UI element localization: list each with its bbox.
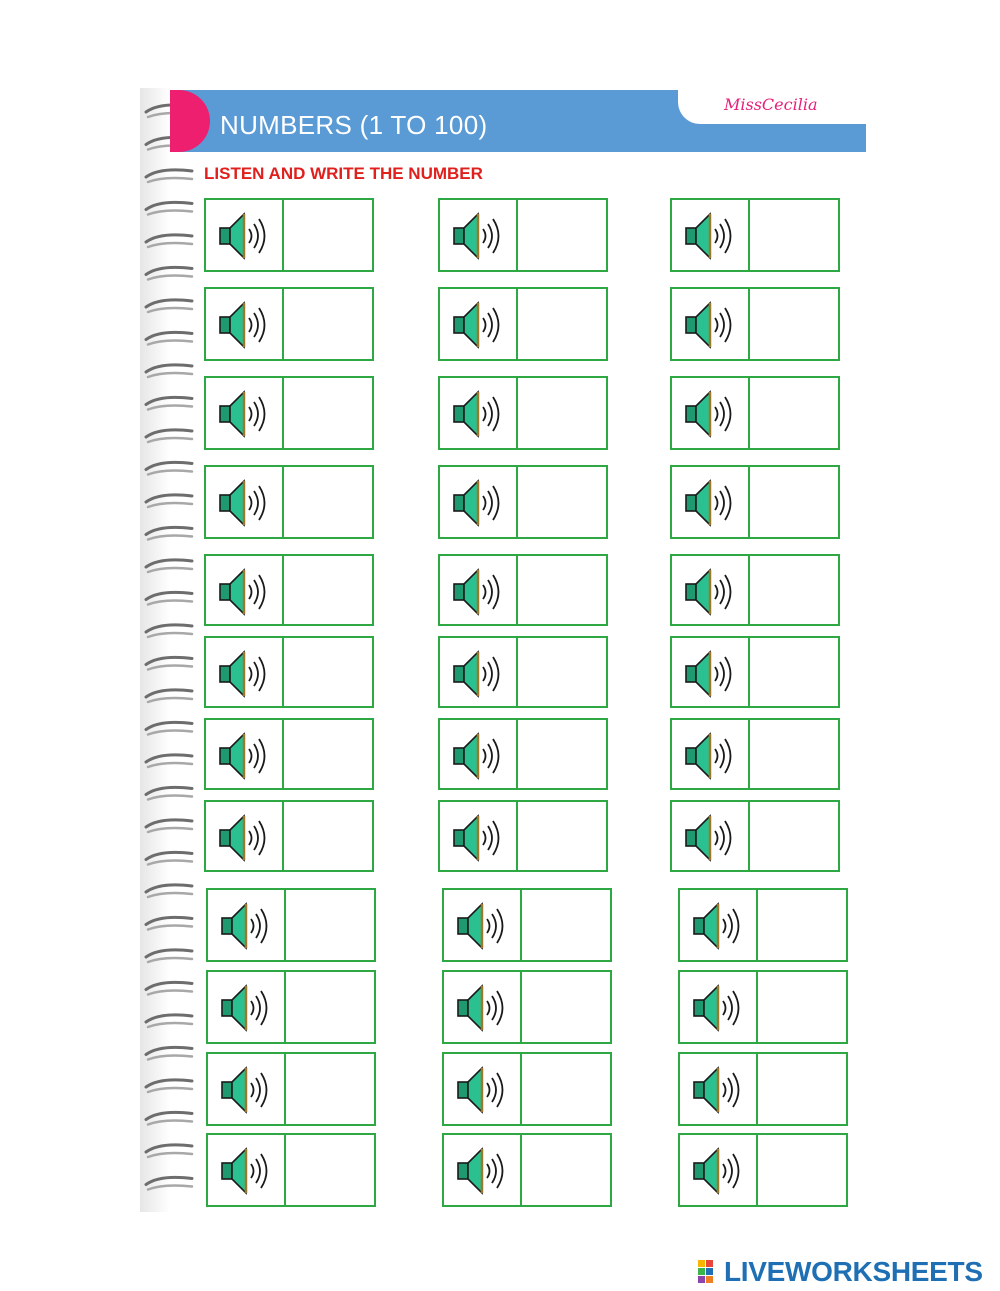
- answer-item: [442, 1133, 612, 1207]
- play-audio-button[interactable]: [444, 1054, 522, 1124]
- number-answer-input[interactable]: [520, 722, 604, 786]
- play-audio-button[interactable]: [680, 1135, 758, 1205]
- number-answer-input[interactable]: [286, 558, 370, 622]
- play-audio-button[interactable]: [672, 289, 750, 359]
- answer-item: [204, 287, 374, 361]
- number-answer-input[interactable]: [524, 1056, 608, 1122]
- speaker-icon: [452, 897, 512, 955]
- number-answer-input[interactable]: [520, 469, 604, 535]
- play-audio-button[interactable]: [208, 890, 286, 960]
- play-audio-button[interactable]: [206, 638, 284, 706]
- spiral-ring: [146, 365, 192, 377]
- spiral-ring: [146, 527, 192, 539]
- spiral-ring: [146, 430, 192, 442]
- spiral-ring: [146, 625, 192, 637]
- speaker-icon: [216, 1142, 276, 1200]
- number-answer-input[interactable]: [520, 291, 604, 357]
- speaker-icon: [688, 1142, 748, 1200]
- answer-item: [670, 376, 840, 450]
- answer-item: [438, 718, 608, 790]
- speaker-icon: [680, 296, 740, 354]
- play-audio-button[interactable]: [206, 802, 284, 870]
- play-audio-button[interactable]: [206, 289, 284, 359]
- speaker-icon: [688, 897, 748, 955]
- liveworksheets-logo-icon: [698, 1260, 722, 1284]
- speaker-icon: [452, 1142, 512, 1200]
- spiral-ring: [146, 462, 192, 474]
- spiral-ring: [146, 202, 192, 214]
- speaker-icon: [448, 385, 508, 443]
- answer-item: [442, 1052, 612, 1126]
- answer-item: [206, 1052, 376, 1126]
- answer-item: [206, 888, 376, 962]
- number-answer-input[interactable]: [752, 640, 836, 704]
- play-audio-button[interactable]: [440, 289, 518, 359]
- logo-text: LIVEWORKSHEETS: [724, 1256, 983, 1287]
- number-answer-input[interactable]: [760, 892, 844, 958]
- play-audio-button[interactable]: [206, 378, 284, 448]
- number-answer-input[interactable]: [752, 202, 836, 268]
- speaker-icon: [452, 1061, 512, 1119]
- number-answer-input[interactable]: [286, 202, 370, 268]
- speaker-icon: [448, 474, 508, 532]
- number-answer-input[interactable]: [286, 380, 370, 446]
- speaker-icon: [680, 385, 740, 443]
- number-answer-input[interactable]: [520, 558, 604, 622]
- speaker-icon: [448, 296, 508, 354]
- number-answer-input[interactable]: [524, 892, 608, 958]
- spiral-ring: [146, 170, 192, 182]
- spiral-ring: [146, 787, 192, 799]
- play-audio-button[interactable]: [440, 802, 518, 870]
- answer-item: [678, 1052, 848, 1126]
- answer-item: [442, 888, 612, 962]
- speaker-icon: [448, 207, 508, 265]
- answer-item: [438, 800, 608, 872]
- play-audio-button[interactable]: [440, 638, 518, 706]
- answer-item: [204, 718, 374, 790]
- answer-item: [670, 554, 840, 626]
- spiral-ring: [146, 885, 192, 897]
- play-audio-button[interactable]: [208, 1054, 286, 1124]
- spiral-ring: [146, 690, 192, 702]
- play-audio-button[interactable]: [206, 720, 284, 788]
- number-answer-input[interactable]: [760, 974, 844, 1040]
- spiral-ring: [146, 950, 192, 962]
- play-audio-button[interactable]: [440, 378, 518, 448]
- speaker-icon: [214, 385, 274, 443]
- number-answer-input[interactable]: [288, 1056, 372, 1122]
- play-audio-button[interactable]: [672, 556, 750, 624]
- number-answer-input[interactable]: [752, 469, 836, 535]
- spiral-ring: [146, 300, 192, 312]
- play-audio-button[interactable]: [208, 1135, 286, 1205]
- play-audio-button[interactable]: [672, 378, 750, 448]
- spiral-ring: [146, 1112, 192, 1124]
- number-answer-input[interactable]: [752, 722, 836, 786]
- number-answer-input[interactable]: [752, 380, 836, 446]
- play-audio-button[interactable]: [672, 638, 750, 706]
- number-answer-input[interactable]: [520, 202, 604, 268]
- answer-item: [204, 554, 374, 626]
- speaker-icon: [680, 474, 740, 532]
- play-audio-button[interactable]: [444, 972, 522, 1042]
- answer-item: [204, 198, 374, 272]
- answer-item: [670, 465, 840, 539]
- spiral-ring: [146, 1015, 192, 1027]
- play-audio-button[interactable]: [672, 802, 750, 870]
- spiral-ring: [146, 495, 192, 507]
- answer-item: [438, 465, 608, 539]
- answer-item: [670, 287, 840, 361]
- play-audio-button[interactable]: [206, 556, 284, 624]
- speaker-icon: [688, 1061, 748, 1119]
- play-audio-button[interactable]: [444, 890, 522, 960]
- spiral-ring: [146, 1047, 192, 1059]
- speaker-icon: [448, 563, 508, 621]
- play-audio-button[interactable]: [672, 467, 750, 537]
- answer-item: [204, 376, 374, 450]
- number-answer-input[interactable]: [752, 558, 836, 622]
- spiral-ring: [146, 592, 192, 604]
- answer-item: [670, 198, 840, 272]
- play-audio-button[interactable]: [680, 890, 758, 960]
- answer-item: [438, 636, 608, 708]
- speaker-icon: [680, 727, 740, 785]
- spiral-ring: [146, 235, 192, 247]
- number-answer-input[interactable]: [520, 640, 604, 704]
- play-audio-button[interactable]: [680, 972, 758, 1042]
- play-audio-button[interactable]: [440, 200, 518, 270]
- answer-item: [438, 198, 608, 272]
- answer-item: [670, 636, 840, 708]
- speaker-icon: [214, 207, 274, 265]
- page-title: NUMBERS (1 TO 100): [220, 110, 488, 140]
- play-audio-button[interactable]: [440, 467, 518, 537]
- speaker-icon: [214, 296, 274, 354]
- speaker-icon: [452, 979, 512, 1037]
- spiral-ring: [146, 267, 192, 279]
- speaker-icon: [216, 1061, 276, 1119]
- speaker-icon: [448, 809, 508, 867]
- answer-item: [206, 1133, 376, 1207]
- number-answer-input[interactable]: [524, 1137, 608, 1203]
- speaker-icon: [216, 979, 276, 1037]
- answer-item: [678, 1133, 848, 1207]
- speaker-icon: [448, 727, 508, 785]
- answer-item: [204, 800, 374, 872]
- number-answer-input[interactable]: [288, 974, 372, 1040]
- spiral-ring: [146, 1145, 192, 1157]
- play-audio-button[interactable]: [444, 1135, 522, 1205]
- speaker-icon: [680, 207, 740, 265]
- play-audio-button[interactable]: [206, 200, 284, 270]
- answer-item: [670, 800, 840, 872]
- play-audio-button[interactable]: [672, 720, 750, 788]
- answer-item: [438, 376, 608, 450]
- spiral-ring: [146, 332, 192, 344]
- speaker-icon: [680, 645, 740, 703]
- brand-signature: MissCecilia: [724, 95, 818, 114]
- answer-item: [204, 636, 374, 708]
- spiral-ring: [146, 852, 192, 864]
- speaker-icon: [680, 563, 740, 621]
- number-answer-input[interactable]: [286, 804, 370, 868]
- speaker-icon: [214, 727, 274, 785]
- spiral-ring: [146, 722, 192, 734]
- spiral-ring: [146, 982, 192, 994]
- speaker-icon: [448, 645, 508, 703]
- number-answer-input[interactable]: [752, 291, 836, 357]
- answer-item: [678, 888, 848, 962]
- spiral-ring: [146, 1080, 192, 1092]
- speaker-icon: [214, 474, 274, 532]
- speaker-icon: [214, 809, 274, 867]
- spiral-ring: [146, 397, 192, 409]
- speaker-icon: [214, 645, 274, 703]
- play-audio-button[interactable]: [672, 200, 750, 270]
- play-audio-button[interactable]: [440, 720, 518, 788]
- number-answer-input[interactable]: [752, 804, 836, 868]
- answer-item: [438, 287, 608, 361]
- spiral-ring: [146, 820, 192, 832]
- play-audio-button[interactable]: [440, 556, 518, 624]
- play-audio-button[interactable]: [680, 1054, 758, 1124]
- answer-item: [438, 554, 608, 626]
- spiral-ring: [146, 657, 192, 669]
- speaker-icon: [214, 563, 274, 621]
- number-answer-input[interactable]: [760, 1137, 844, 1203]
- answer-item: [670, 718, 840, 790]
- speaker-icon: [688, 979, 748, 1037]
- play-audio-button[interactable]: [208, 972, 286, 1042]
- answer-item: [204, 465, 374, 539]
- spiral-ring: [146, 917, 192, 929]
- play-audio-button[interactable]: [206, 467, 284, 537]
- speaker-icon: [680, 809, 740, 867]
- number-answer-input[interactable]: [286, 469, 370, 535]
- speaker-icon: [216, 897, 276, 955]
- number-answer-input[interactable]: [288, 1137, 372, 1203]
- number-answer-input[interactable]: [760, 1056, 844, 1122]
- number-answer-input[interactable]: [524, 974, 608, 1040]
- number-answer-input[interactable]: [288, 892, 372, 958]
- number-answer-input[interactable]: [520, 804, 604, 868]
- spiral-ring: [146, 560, 192, 572]
- spiral-ring: [146, 755, 192, 767]
- spiral-binding: [140, 96, 200, 1216]
- answer-item: [206, 970, 376, 1044]
- number-answer-input[interactable]: [286, 291, 370, 357]
- spiral-ring: [146, 1177, 192, 1189]
- answer-item: [678, 970, 848, 1044]
- answer-item: [442, 970, 612, 1044]
- number-answer-input[interactable]: [520, 380, 604, 446]
- instruction-text: LISTEN AND WRITE THE NUMBER: [204, 164, 483, 183]
- number-answer-input[interactable]: [286, 640, 370, 704]
- number-answer-input[interactable]: [286, 722, 370, 786]
